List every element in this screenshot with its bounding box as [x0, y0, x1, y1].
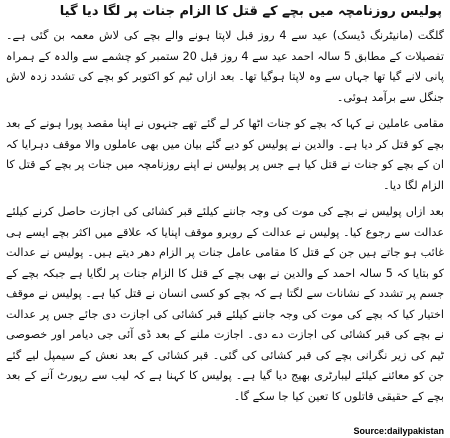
article-headline: پولیس روزنامچہ میں بچے کے قتل کا الزام جنات پر لگا دیا گیا — [59, 4, 442, 19]
article-paragraph-allegation: مقامی عاملین نے کہا کہ بچے کو جنات اٹھا کر لے گئے تھے جنہوں نے اپنا مقصد پورا ہونے کے بعد بچے کو قتل کر دیا ہے۔ والدین نے پولیس کو دیے گئے بیان میں بھی عاملوں والا موقف دہرایا کہ ان کے بچے کو جنات نے قتل کیا ہے جس پر پولیس نے اپنے روزنامچہ میں جنات پر بچے کے قتل کا الزام لگا دیا۔ — [6, 117, 444, 192]
source-credit: Source:dailypakistan — [353, 426, 444, 436]
article-paragraph-intro: گلگت (مانیٹرنگ ڈیسک) عید سے 4 روز قبل لاپتا ہونے والے بچے کی لاش معمہ بن گئی ہے۔ تفصیلات کے مطابق 5 سالہ احمد عید سے 4 روز قبل 20 ستمبر کو چشمے سے والدہ کے ہمراہ پانی لانے گیا تھا جہاں سے وہ لاپتا ہوگیا تھا۔ بعد ازاں ٹیم کو اکتوبر کو بچے کی تشدد زدہ لاش جنگل سے برآمد ہوئی۔ — [6, 29, 445, 104]
news-article — [6, 2, 444, 412]
article-paragraph-investigation: بعد ازاں پولیس نے بچے کی موت کی وجہ جاننے کیلئے قبر کشائی کی اجازت حاصل کرنے کیلئے عدالت سے رجوع کیا۔ پولیس نے عدالت کے روبرو موقف اپنایا کہ علاقے میں اکثر بچے ایسے ہی غائب ہو جاتے ہیں جن کے قتل کا مقامی عامل جنات پر الزام دھر دیتے ہیں۔ پولیس نے عدالت کو بتایا کہ 5 سالہ احمد کے والدین نے بھی بچے کے قتل کا الزام جنات پر لگایا ہے جبکہ بچے کے جسم پر تشدد کے نشانات سے لگتا ہے کہ بچے کو کسی انسان نے قتل کیا ہے۔ پولیس نے موقف اختیار کیا کہ بچے کی موت کی وجہ جاننے کیلئے قبر کشائی کی اجازت دی جائے جس پر عدالت نے بچے کی قبر کشائی کی اجازت دے دی۔ اجازت ملنے کے بعد ڈی آئی جی دیامر اور خصوصی ٹیم کی زیر نگرانی بچے کی قبر کشائی کی گئی۔ قبر کشائی کے بعد نعش کے سیمپل لیے گئے جن کو معائنے کیلئے لیبارٹری بھیج دیا گیا ہے۔ پولیس کا کہنا ہے کہ لیب سے رپورٹ آنے کے بعد بچے کے حقیقی قاتلوں کا تعین کیا جا سکے گا۔ — [6, 205, 445, 403]
